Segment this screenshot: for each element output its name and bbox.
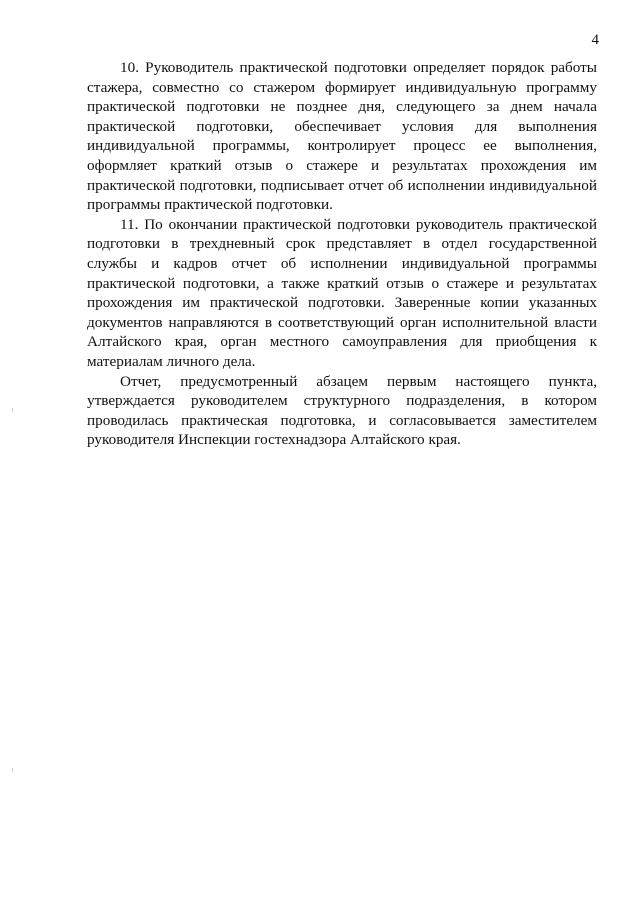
scan-margin-mark — [12, 408, 13, 412]
paragraph-11: 11. По окончании практической подготовки руководитель практической подготовки в трехдневный срок представляет в отдел государственной службы и кадров отчет об исполнении индивидуальной программы практической подготовки, а также краткий отзыв о стажере и результатах прохождения им практической подготовки. Заверенные копии указанных документов направляются в соответствующий орган исполнительной власти Алтайского края, орган местного самоуправления для приобщения к материалам личного дела. — [87, 215, 597, 370]
page-number: 4 — [591, 32, 599, 48]
paragraph-10: 10. Руководитель практической подготовки определяет порядок работы стажера, совместно со стажером формирует индивидуальную программу практической подготовки не позднее дня, следующего за днем начала практической подготовки, обеспечивает условия для выполнения индивидуальной программы, контролирует процесс ее выполнения, оформляет краткий отзыв о стажере и результатах прохождения им практической подготовки, подписывает отчет об исполнении индивидуальной программы практической подготовки. — [87, 59, 597, 214]
scan-margin-mark — [12, 768, 13, 772]
document-body — [87, 58, 597, 450]
paragraph-report-approval: Отчет, предусмотренный абзацем первым настоящего пункта, утверждается руководителем структурного подразделения, в котором проводилась практическая подготовка, и согласовывается заместителем руководителя Инспекции гостехнадзора Алтайского края. — [87, 372, 597, 449]
